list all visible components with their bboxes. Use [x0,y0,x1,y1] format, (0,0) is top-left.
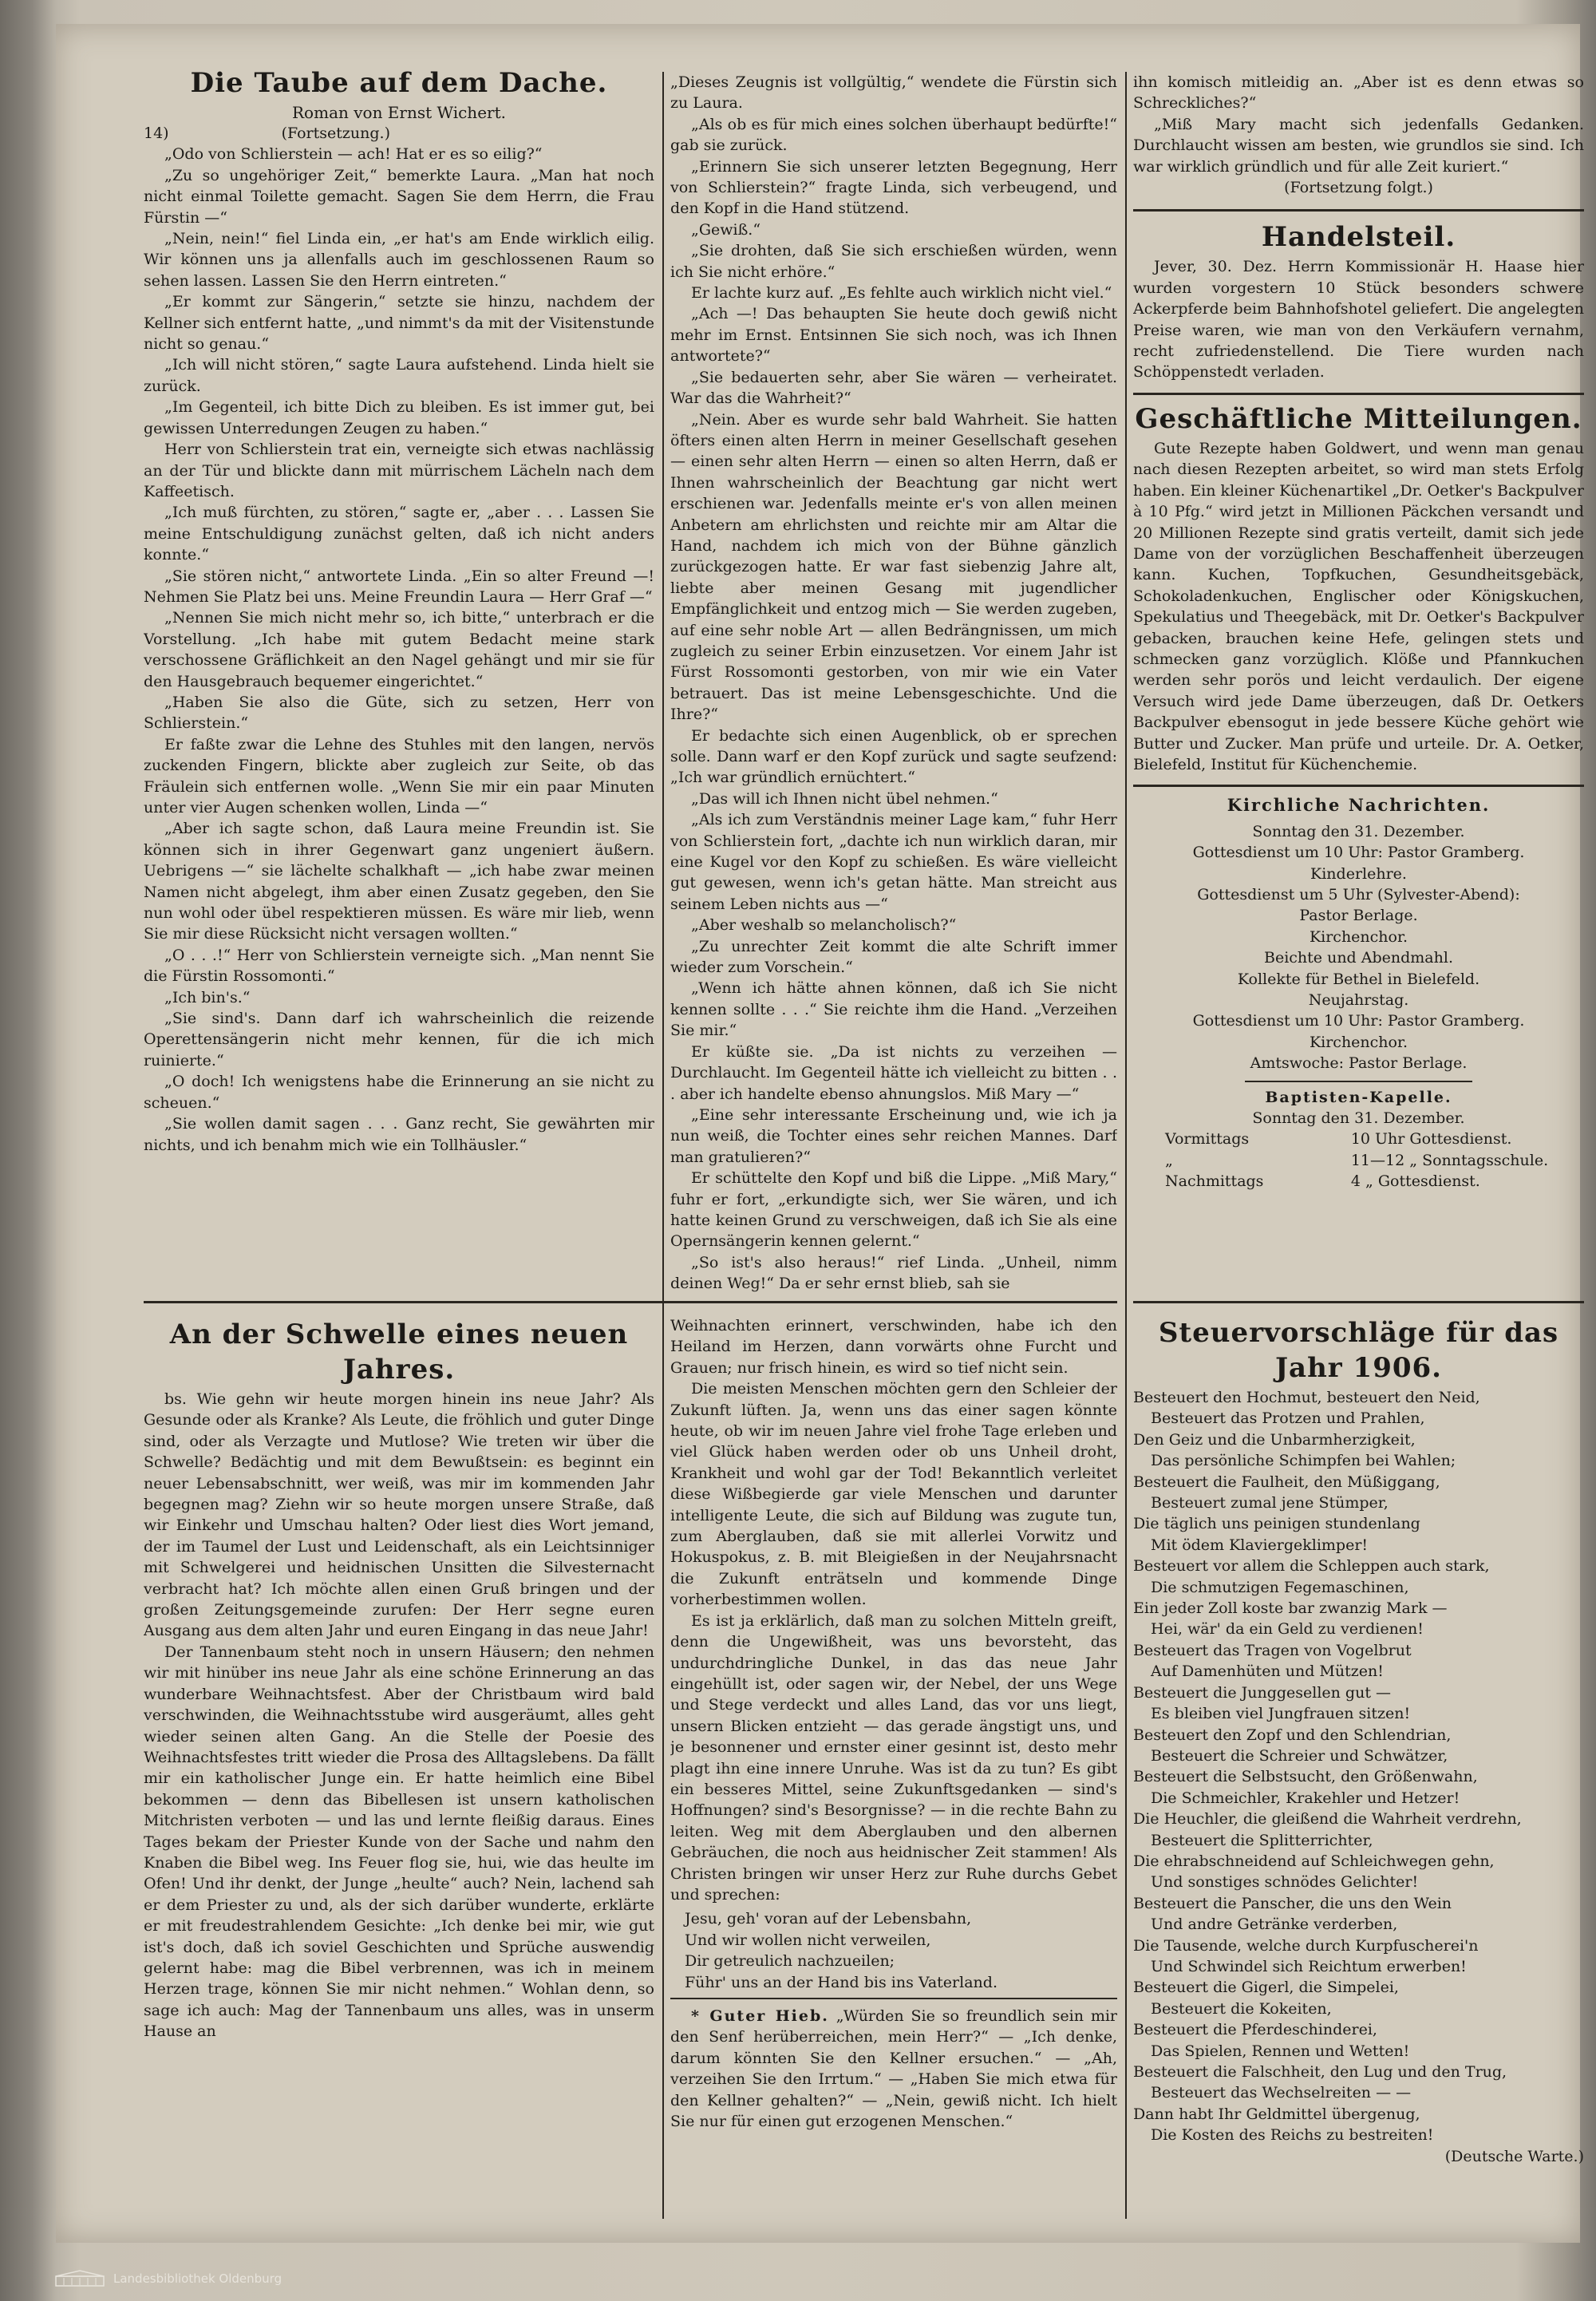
divider [1133,393,1584,395]
paragraph: „Dieses Zeugnis ist vollgültig,“ wendete die Fürstin sich zu Laura. [670,73,1117,113]
paragraph: Neujahrstag. [1308,991,1409,1010]
baptist-schedule [1133,1129,1584,1192]
paragraph: Sonntag den 31. Dezember. [1252,822,1465,840]
novel-continued-column [670,72,1117,1297]
baptist-title: Baptisten-Kapelle. [1265,1088,1452,1106]
church-services [1133,821,1584,1074]
paragraph: „Sie bedauerten sehr, aber Sie wären — verheiratet. War das die Wahrheit?“ [670,368,1117,408]
poem-line: Besteuert zumal jene Stümper, [1151,1494,1389,1512]
novel-text [144,144,654,1156]
poem-line: Besteuert die Selbstsucht, den Größenwahn, [1133,1768,1478,1786]
paragraph: Gottesdienst um 10 Uhr: Pastor Gramberg. [1192,1012,1525,1030]
continuation-note: (Fortsetzung.) [281,125,391,142]
poem-line: Es bleiben viel Jungfrauen sitzen! [1151,1705,1411,1723]
poem-line: Besteuert die Panscher, die uns den Wein [1133,1894,1452,1912]
joke-title: * Guter Hieb. [691,2007,829,2025]
tax-title: Steuervorschläge für das Jahr 1906. [1158,1317,1559,1384]
paragraph: Der Tannenbaum steht noch in unsern Häusern; den nehmen wir mit hinüber ins neue Jahr als eine schöne Erinnerung an das wunderbare Weihnachtsfest. Aber der Christbaum wird bald verschwinden, die Weihnachtsstube wird ausgeräumt, alles geht wieder seinen alten Gang. An die Stelle der Poesie des Weihnachtsfestes tritt wieder die Prosa des Alltagslebens. Da fällt mir ein katholischer Junge ein. Er hatte heimlich eine Bibel bekommen — denn das Bibellesen ist unsern katholischen Mitchristen verboten — und las und lernte fleißig daraus. Eines Tages bekam der Priester Kunde von der Sache und nahm den Knaben die Bibel weg. Ins Feuer flog sie, hui, wie das heulte im Ofen! Und ihr denkt, der Junge „heulte“ auch? Nein, lachend sah er dem Priester zu und, als der sich darüber wunderte, erklärte er mit freudestrahlendem Gesichte: „Ich denke bei mir, wie gut ist's doch, daß ich soviel Geschichten und Sprüche auswendig gelernt habe: mag die Bibel verbrennen, was ich in meinem Herzen trage, können Sie mir nicht nehmen.“ Wohlan denn, so sage ich auch: Mag der Tannenbaum uns alles, was in unserm Hause an [144,1643,654,2041]
schedule-event: 11—12 „ Sonntagsschule. [1350,1151,1549,1169]
paragraph: „Das will ich Ihnen nicht übel nehmen.“ [691,789,998,808]
paragraph: „Ich will nicht stören,“ sagte Laura aufstehend. Linda hielt sie zurück. [144,356,654,395]
divider [1133,785,1584,787]
paragraph: Amtswoche: Pastor Berlage. [1250,1054,1468,1073]
tax-source: (Deutsche Warte.) [1444,2147,1584,2165]
poem-line: Besteuert die Junggesellen gut — [1133,1683,1391,1702]
poem-line: Hei, wär' da ein Geld zu verdienen! [1151,1620,1424,1639]
paragraph: „Eine sehr interessante Erscheinung und, wie ich ja nun weiß, die Tochter eines sehr reichen Mannes. Darf man gratulieren?“ [670,1105,1117,1166]
hymn-verse [670,1908,1117,1993]
paragraph: „Haben Sie also die Güte, sich zu setzen, Herr von Schlierstein.“ [144,693,654,733]
paragraph: „Aber weshalb so melancholisch?“ [691,916,957,935]
poem-line: Besteuert die Gigerl, die Simpelei, [1133,1979,1399,1997]
business-title: Geschäftliche Mitteilungen. [1135,402,1582,435]
novel-byline: Roman von Ernst Wichert. [292,103,506,122]
novel-continued-text [670,72,1117,1295]
schedule-time: Vormittags [1165,1130,1250,1149]
paragraph: „Im Gegenteil, ich bitte Dich zu bleiben. Es ist immer gut, bei gewissen Unterredungen Zeugen zu haben.“ [144,398,654,437]
poem-line: Den Geiz und die Unbarmherzigkeit, [1133,1430,1416,1449]
poem-line: Und Schwindel sich Reichtum erwerben! [1151,1957,1467,1975]
schedule-event: 10 Uhr Gottesdienst. [1350,1130,1512,1149]
paragraph: „Ach —! Das behaupten Sie heute doch gewiß nicht mehr im Ernst. Entsinnen Sie sich noch, was ich Ihnen antwortete?“ [670,305,1117,366]
paragraph: „O doch! Ich wenigstens habe die Erinnerung an sie nicht zu scheuen.“ [144,1073,654,1112]
library-footer [54,2268,282,2289]
baptist-date: Sonntag den 31. Dezember. [1252,1109,1465,1128]
paragraph: Führ' uns an der Hand bis ins Vaterland. [685,1973,998,1991]
paragraph: „Als ich zum Verständnis meiner Lage kam,“ fuhr Herr von Schlierstein fort, „dachte ich nun wirklich daran, mir eine Kugel vor den Kopf zu schießen. Es wäre vielleicht gut gewesen, wenn ich's getan hätte. Man streicht aus seinem Leben nichts aus —“ [670,811,1117,913]
paragraph: Dir getreulich nachzueilen; [685,1952,895,1971]
trade-title: Handelsteil. [1261,221,1456,254]
poem-line: Mit ödem Klaviergeklimper! [1151,1536,1369,1554]
column-rule [662,72,664,2219]
paragraph: Jesu, geh' voran auf der Lebensbahn, [685,1910,972,1928]
paragraph: Die meisten Menschen möchten gern den Schleier der Zukunft lüften. Ja, wenn uns das einer sagen könnte heute, ob wir im neuen Jahre viel frohe Tage erleben und viel Glück haben werden oder ob uns Unheil droht, Krankheit und wohl gar der Tod! Bekanntlich verleitet diese Wißbegierde gar viele Menschen und darunter intelligente Leute, die sich auf Bildung was zugute tun, zum Aberglauben, daß sie mit allerlei Vorwitz und Hokuspokus, z. B. mit Bleigießen in der Neujahrsnacht die Zukunft enträtseln und kommende Dinge vorherbestimmen wollen. [670,1380,1117,1609]
poem-line: Besteuert die Faulheit, den Müßiggang, [1133,1473,1440,1491]
paragraph: Kollekte für Bethel in Bielefeld. [1237,970,1480,988]
newyear-title: An der Schwelle eines neuen Jahres. [169,1319,629,1386]
church-title: Kirchliche Nachrichten. [1227,795,1491,816]
newyear-column [144,1317,654,2219]
paragraph: „Gewiß.“ [691,220,761,239]
poem-line: Das Spielen, Rennen und Wetten! [1151,2042,1410,2060]
paragraph: „Ich bin's.“ [164,988,251,1006]
paragraph: Es ist ja erklärlich, daß man zu solchen Mitteln greift, denn die Ungewißheit, was uns bevorsteht, das undurchdringliche Dunkel, in das das neue Jahr eingehüllt ist, oder sagen wir, der Nebel, der uns Wege und Stege verdeckt und alles Land, das vor uns liegt, unsern Blicken entzieht — das gerade ängstigt uns, und je besonnener und ernster einer gesinnt ist, desto mehr plagt ihn eine innere Unruhe. Was ist da zu tun? Es gibt ein besseres Mittel, seine Zukunftsgedanken — sind's Hoffnungen? sind's Besorgnisse? — in die rechte Bahn zu leiten. Weg mit dem Aberglauben und den albernen Gebräuchen, die noch aus heidnischer Zeit stammen! Als Christen bringen wir unser Herz zur Ruhe durchs Gebet und sprechen: [670,1611,1117,1904]
paragraph: Pastor Berlage. [1299,907,1418,925]
divider [1245,1081,1472,1082]
poem-line: Und andre Getränke verderben, [1151,1916,1398,1934]
divider [670,1998,1117,1999]
poem-line: Dann habt Ihr Geldmittel übergenug, [1133,2105,1420,2123]
column-rule [1125,72,1127,2219]
trade-text: Jever, 30. Dez. Herrn Kommissionär H. Haase hier wurden vorgestern 10 Stück besonders schwere Ackerpferde beim Bahnhofshotel geliefert. Die angelegten Preise waren, wie man von den Verkäufern vernahm, recht zufriedenstellend. Die Tiere wurden nach Schöppenstedt verladen. [1133,258,1584,382]
paragraph: „Sie sind's. Dann darf ich wahrscheinlich die reizende Operettensängerin nicht mehr kennen, für die ich mich ruinierte.“ [144,1010,654,1069]
business-text: Gute Rezepte haben Goldwert, und wenn man genau nach diesen Rezepten arbeitet, so wird man stets Erfolg haben. Ein kleiner Küchenartikel „Dr. Oetker's Backpulver à 10 Pfg.“ wird jetzt in Millionen Päckchen versandt und 20 Millionen Rezepte sind gratis verteilt, damit sich jede Dame von der vorzüglichen Beschaffenheit überzeugen kann. Kuchen, Topfkuchen, Gesundheitsgebäck, Schokoladenkuchen, Englischer oder Königskuchen, Spekulatius und Theegebäck, mit Dr. Oetker's Backpulver gebacken, brauchen keine Hefe, gelingen stets und schmecken ganz vorzüglich. Klöße und Pfannkuchen werden sehr porös und leicht verdaulich. Der eigene Versuch wird jede Dame überzeugen, daß Dr. Oetkers Backpulver ebensogut in jede bessere Küche gehört wie Butter und Zucker. Man prüfe und urteile. Dr. A. Oetker, Bielefeld, Institut für Küchenchemie. [1133,439,1584,773]
paragraph: Beichte und Abendmahl. [1264,949,1453,967]
novel-title: Die Taube auf dem Dache. [190,67,608,99]
poem-line: Besteuert die Schreier und Schwätzer, [1151,1746,1448,1765]
newyear-continued-text [670,1315,1117,1905]
paragraph: „Miß Mary macht sich jedenfalls Gedanken. Durchlaucht wissen am besten, wie grundlos sie sind. Ich war wirklich gründlich und für alle Zeit kuriert.“ [1133,115,1584,176]
to-be-continued: (Fortsetzung folgt.) [1284,179,1433,197]
newyear-continued-column [670,1315,1117,2219]
section-rule [1133,1301,1584,1303]
poem-line: Besteuert die Falschheit, den Lug und den Trug, [1133,2063,1507,2081]
poem-line: Die Tausende, welche durch Kurpfuscherei'n [1133,1936,1479,1955]
paragraph: „Sie drohten, daß Sie sich erschießen würden, wenn ich Sie nicht erhöre.“ [670,242,1117,281]
paragraph: „So ist's also heraus!“ rief Linda. „Unheil, nimm deinen Weg!“ Da er sehr ernst blieb, sah sie [670,1253,1117,1293]
paragraph: bs. Wie gehn wir heute morgen hinein ins neue Jahr? Als Gesunde oder als Kranke? Als Leute, die fröhlich und guter Dinge sind, oder als Verzagte und Mutlose? Wie treten wir über die Schwelle? Bedächtig und mit dem Bewußtsein: es beginnt ein neuer Lebensabschnitt, wer weiß, was mir im kommenden Jahr begegnen mag? Ziehn wir so heute morgen unsere Straße, daß wir Einkehr und Umschau halten? Oder liest dies Wort jemand, der im Taumel der Lust und Leidenschaft, als ein Leichtsinniger mit Schwelgerei und heidnischen Unsitten die Silvesternacht verbracht hat? Ich möchte allen einen Gruß bringen und der großen Zeitungsgemeinde zurufen: Der Herr segne euren Ausgang aus dem alten Jahr und euren Eingang in das neue Jahr! [144,1390,654,1640]
paragraph: Gottesdienst um 5 Uhr (Sylvester-Abend): [1197,886,1520,903]
section-rule [144,1301,1117,1303]
paragraph: „Ich muß fürchten, zu stören,“ sagte er, „aber . . . Lassen Sie meine Entschuldigung zunächst gelten, daß ich nicht anders konnte.“ [144,504,654,564]
library-building-icon [54,2270,105,2287]
paragraph: „Sie stören nicht,“ antwortete Linda. „Ein so alter Freund —! Nehmen Sie Platz bei uns. Meine Freundin Laura — Herr Graf —“ [144,567,654,606]
poem-line: Die schmutzigen Fegemaschinen, [1151,1578,1409,1596]
paragraph: Kinderlehre. [1310,864,1407,883]
poem-line: Besteuert vor allem die Schleppen auch stark, [1133,1557,1490,1576]
poem-line: Auf Damenhüten und Mützen! [1151,1662,1384,1681]
divider [1133,209,1584,212]
paragraph: „Nennen Sie mich nicht mehr so, ich bitte,“ unterbrach er die Vorstellung. „Ich habe mit gutem Bedacht meine stark verschossene Gräflichkeit an den Nagel gehängt und mir sie für den Hausgebrauch bequemer eingerichtet.“ [144,609,654,690]
paragraph: „Aber ich sagte schon, daß Laura meine Freundin ist. Sie können sich in ihrer Gegenwart ganz ungeniert äußern. Uebrigens —“ sie lächelte schalkhaft — „ich habe zwar meinen Namen nicht abgelegt, ihm aber einen Zusatz gegeben, den Sie nun wohl oder übel respektieren müssen. Es wäre mir lieb, wenn Sie mir diese Rücksicht nicht versagen wollten.“ [144,820,654,943]
poem-line: Und sonstiges schnödes Gelichter! [1151,1873,1419,1892]
novel-meta [144,123,654,144]
paragraph: „Er kommt zur Sängerin,“ setzte sie hinzu, nachdem der Kellner sich entfernt hatte, „und nimmt's da mit der Visitenstunde nicht so genau.“ [144,293,654,354]
paragraph: Weihnachten erinnert, verschwinden, habe ich den Heiland im Herzen, dann vorwärts ohne Furcht und Grauen; nur frisch hinein, es wird so tief nicht sein. [670,1317,1117,1377]
poem-line: Ein jeder Zoll koste bar zwanzig Mark — [1133,1599,1448,1618]
paragraph: Kirchenchor. [1309,927,1408,946]
notices-column [1133,72,1584,1297]
paragraph: Er bedachte sich einen Augenblick, ob er sprechen solle. Dann warf er den Kopf zurück und sagte seufzend: „Ich war gründlich ernüchtert.“ [670,726,1117,787]
installment-number: 14) [144,125,169,142]
library-name: Landesbibliothek Oldenburg [113,2271,282,2286]
poem-line: Besteuert das Tragen von Vogelbrut [1133,1641,1412,1659]
paragraph: „O . . .!“ Herr von Schlierstein verneigte sich. „Man nennt Sie die Fürstin Rossomonti.“ [144,946,654,986]
paragraph: Er faßte zwar die Lehne des Stuhles mit den langen, nervös zuckenden Fingern, blickte aber zugleich zur Seite, ob das Fräulein sich entfernen wolle. „Wenn Sie mir ein paar Minuten unter vier Augen schenken wollen, Linda —“ [144,735,654,816]
novel-end-text [1133,72,1584,177]
poem-line: Besteuert die Kokeiten, [1151,1999,1332,2018]
newyear-text [144,1389,654,2042]
paragraph: „Nein, nein!“ fiel Linda ein, „er hat's am Ende wirklich eilig. Wir können uns ja allenfalls auch im geschlossenen Raum so sehen lassen. Lassen Sie den Herrn eintreten.“ [144,230,654,290]
paragraph: Gottesdienst um 10 Uhr: Pastor Gramberg. [1192,844,1525,862]
paragraph: „Nein. Aber es wurde sehr bald Wahrheit. Sie hatten öfters einen alten Herrn in meiner Gesellschaft gesehen — einen sehr alten Herrn — einen so alten Herrn, daß er Ihnen wahrscheinlich der Beachtung gar nicht wert erschienen war. Jedenfalls meinte er's von allen meinen Anbetern am ehrlichsten und reichte mir am Altar die Hand, nachdem ich mich von der Bühne gänzlich zurückgezogen hatte. Er war fast siebenzig Jahre alt, liebte aber meinen Gesang mit jugendlicher Empfänglichkeit und entzog mich — Sie werden zugeben, auf eine sehr noble Art — allen Bedrängnissen, um mich zugleich zu seiner Erbin einzusetzen. Vor einem Jahr ist Fürst Rossomonti gestorben, von mir wie ein Vater betrauert. Das ist meine Lebensgeschichte. Und die Ihre?“ [670,410,1117,724]
poem-line: Die Kosten des Reichs zu bestreiten! [1151,2126,1434,2145]
schedule-event: 4 „ Gottesdienst. [1350,1172,1480,1191]
paragraph: Und wir wollen nicht verweilen, [685,1931,931,1949]
joke-text: „Würden Sie so freundlich sein mir den Senf herüberreichen, mein Herr?“ — „Ich denke, darum könnten Sie den Kellner ersuchen.“ — „Ah, verzeihen Sie den Irrtum.“ — „Haben Sie mich etwa für den Kellner gehalten?“ — „Nein, gewiß nicht. Ich hielt Sie nur für einen gut erzogenen Menschen.“ [670,2007,1117,2131]
schedule-row [1165,1129,1552,1149]
tax-column [1133,1315,1584,2219]
poem-line: Die ehrabschneidend auf Schleichwegen gehn, [1133,1852,1495,1870]
schedule-time: Nachmittags [1165,1172,1264,1191]
poem-line: Das persönliche Schimpfen bei Wahlen; [1151,1452,1456,1470]
poem-line: Die täglich uns peinigen stundenlang [1133,1515,1420,1533]
poem-line: Besteuert die Splitterrichter, [1151,1831,1373,1849]
paragraph: ihn komisch mitleidig an. „Aber ist es denn etwas so Schreckliches?“ [1133,73,1584,113]
paragraph: Er küßte sie. „Da ist nichts zu verzeihen — Durchlaucht. Im Gegenteil hätte ich vielleicht zu bitten . . . aber ich handelte ebenso ahnungslos. Miß Mary —“ [670,1042,1117,1103]
paragraph: Er schüttelte den Kopf und biß die Lippe. „Miß Mary,“ fuhr er fort, „erkundigte sich, wer Sie wären, und ich hatte keinen Grund zu verschweigen, daß ich Sie als eine Opernsängerin kennen gelernt.“ [670,1169,1117,1251]
paragraph: „Odo von Schlierstein — ach! Hat er es so eilig?“ [164,145,543,164]
novel-column [144,65,654,1295]
poem-line: Besteuert das Protzen und Prahlen, [1151,1409,1425,1428]
paragraph: „Als ob es für mich eines solchen überhaupt bedürfte!“ gab sie zurück. [670,115,1117,155]
paragraph: „Zu unrechter Zeit kommt die alte Schrift immer wieder zum Vorschein.“ [670,937,1117,977]
paragraph: Er lachte kurz auf. „Es fehlte auch wirklich nicht viel.“ [691,284,1112,302]
paragraph: „Wenn ich hätte ahnen können, daß ich Sie nicht kennen sollte . . .“ Sie reichte ihm die Hand. „Verzeihen Sie mir.“ [670,979,1117,1040]
poem-line: Besteuert den Hochmut, besteuert den Neid, [1133,1389,1480,1406]
paragraph: „Sie wollen damit sagen . . . Ganz recht, Sie gewährten mir nichts, und ich benahm mich wie ein Tollhäusler.“ [144,1115,654,1154]
schedule-row [1165,1150,1552,1171]
paragraph: „Erinnern Sie sich unserer letzten Begegnung, Herr von Schlierstein?“ fragte Linda, sich verbeugend, und den Kopf in die Hand stützend. [670,157,1117,218]
schedule-time: „ [1165,1151,1173,1169]
poem-line: Besteuert die Pferdeschinderei, [1133,2021,1377,2039]
poem-line: Besteuert den Zopf und den Schlendrian, [1133,1726,1452,1744]
paragraph: Herr von Schlierstein trat ein, verneigte sich etwas nachlässig an der Tür und blickte dann mit mürrischem Lächeln nach dem Kaffeetisch. [144,441,654,500]
paragraph: „Zu so ungehöriger Zeit,“ bemerkte Laura. „Man hat noch nicht einmal Toilette gemacht. Sagen Sie dem Herrn, die Frau Fürstin —“ [144,166,654,227]
poem-line: Die Heuchler, die gleißend die Wahrheit verdrehn, [1133,1810,1522,1829]
poem-line: Besteuert das Wechselreiten — — [1151,2084,1412,2102]
paragraph: Kirchenchor. [1309,1033,1408,1051]
schedule-row [1165,1171,1552,1192]
newspaper-page [56,24,1584,2243]
tax-poem [1133,1387,1584,2146]
poem-line: Die Schmeichler, Krakehler und Hetzer! [1151,1789,1460,1807]
